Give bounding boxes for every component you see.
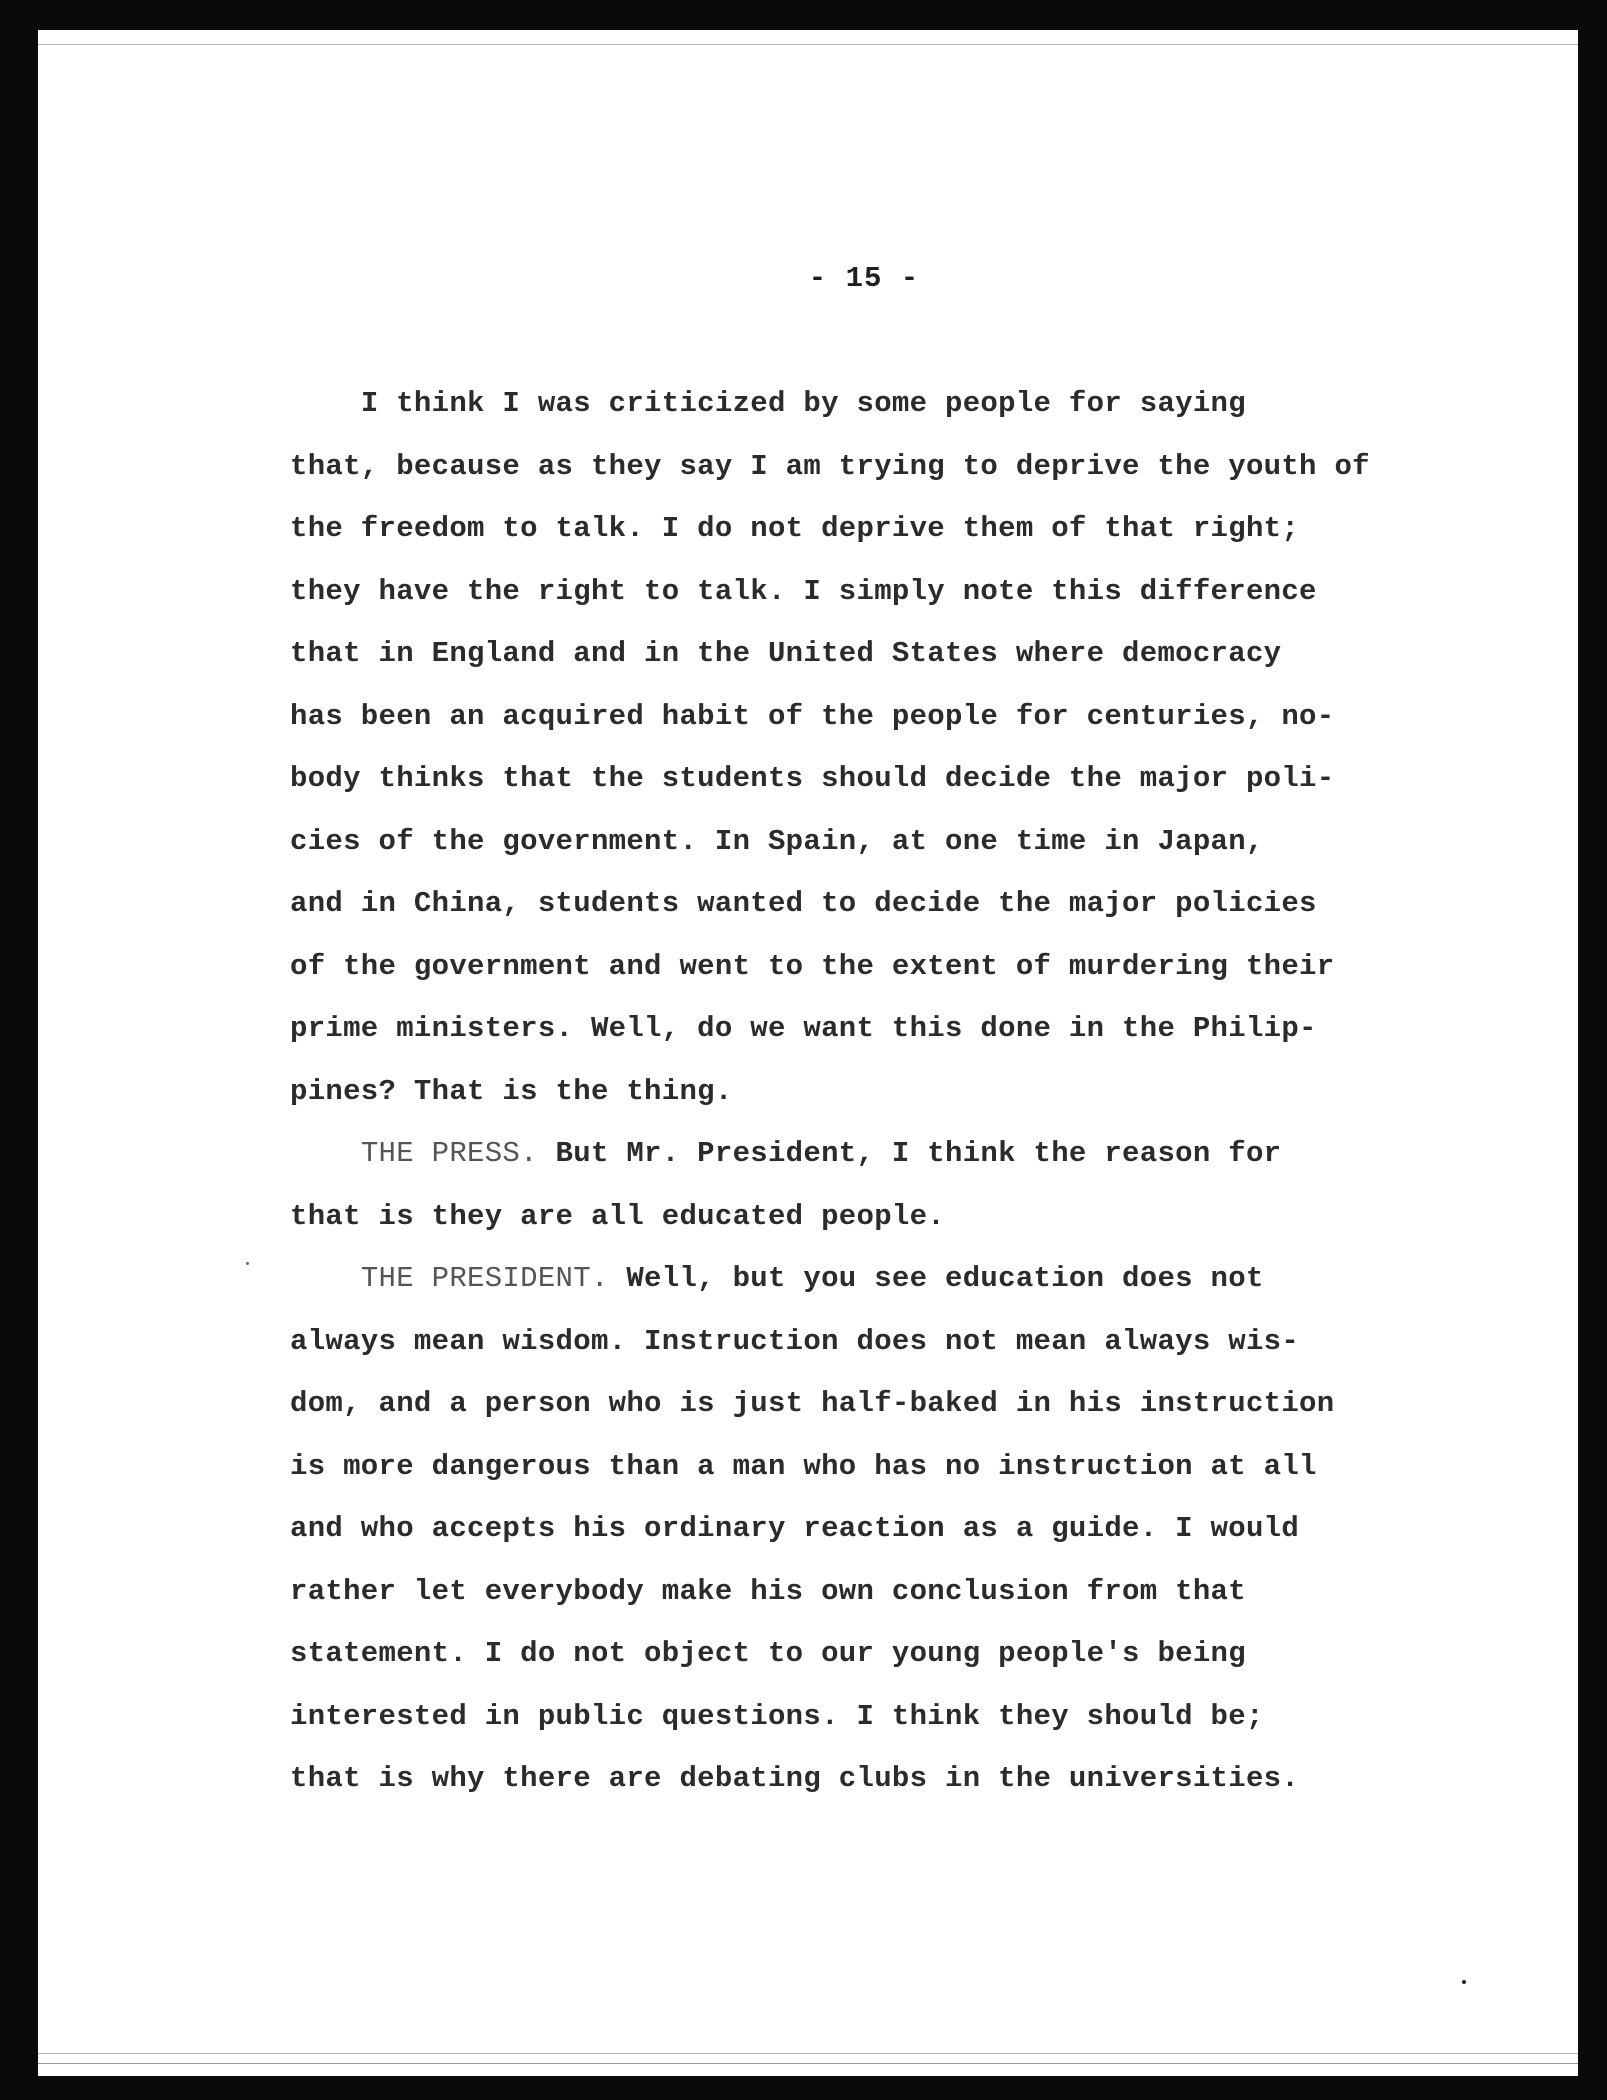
speaker-label: THE PRESS. bbox=[360, 1137, 538, 1170]
text-line bbox=[290, 1186, 1530, 1249]
line-text: statement. I do not object to our young people's being bbox=[290, 1637, 1246, 1670]
line-text: is more dangerous than a man who has no instruction at all bbox=[290, 1449, 1317, 1483]
transcript-body bbox=[290, 373, 1530, 1811]
line-text: that, because as they say I am trying to deprive the youth of bbox=[290, 449, 1370, 483]
text-line bbox=[290, 1561, 1530, 1624]
page-bottom-edge bbox=[38, 2053, 1578, 2054]
page-number: - 15 - bbox=[808, 262, 920, 295]
line-text: and in China, students wanted to decide the major policies bbox=[290, 887, 1317, 920]
text-line bbox=[290, 1061, 1530, 1124]
text-line bbox=[290, 1373, 1530, 1436]
text-line bbox=[290, 1248, 1530, 1311]
line-text: rather let everybody make his own conclusion from that bbox=[290, 1574, 1246, 1608]
line-text: the freedom to talk. I do not deprive them of that right; bbox=[290, 512, 1300, 545]
text-line bbox=[290, 623, 1530, 686]
line-text: always mean wisdom. Instruction does not mean always wis- bbox=[290, 1324, 1300, 1358]
text-line bbox=[290, 561, 1530, 624]
text-line bbox=[290, 1436, 1530, 1499]
line-text: and who accepts his ordinary reaction as a guide. I would bbox=[290, 1512, 1300, 1545]
line-text: body thinks that the students should decide the major poli- bbox=[290, 762, 1335, 795]
text-line bbox=[290, 498, 1530, 561]
text-line bbox=[290, 1123, 1530, 1186]
line-text: of the government and went to the extent of murdering their bbox=[290, 949, 1335, 983]
line-text: Well, but you see education does not bbox=[608, 1262, 1264, 1295]
text-line bbox=[290, 373, 1530, 436]
text-line bbox=[290, 748, 1530, 811]
line-text: that is why there are debating clubs in the universities. bbox=[290, 1762, 1300, 1795]
line-text: dom, and a person who is just half-baked in his instruction bbox=[290, 1387, 1335, 1420]
text-line bbox=[290, 936, 1530, 999]
text-line bbox=[290, 686, 1530, 749]
page-bottom-edge-2 bbox=[38, 2063, 1578, 2064]
typewritten-page bbox=[38, 30, 1578, 2076]
text-line bbox=[290, 1498, 1530, 1561]
line-text: that is they are all educated people. bbox=[290, 1199, 946, 1233]
line-text: they have the right to talk. I simply note this difference bbox=[290, 574, 1317, 608]
line-text: prime ministers. Well, do we want this done in the Philip- bbox=[290, 1012, 1317, 1045]
text-line bbox=[290, 998, 1530, 1061]
text-line bbox=[290, 1311, 1530, 1374]
text-line bbox=[290, 873, 1530, 936]
text-line bbox=[290, 436, 1530, 499]
page-top-edge bbox=[38, 44, 1578, 45]
line-text: has been an acquired habit of the people for centuries, no- bbox=[290, 699, 1335, 733]
text-line bbox=[290, 811, 1530, 874]
text-line bbox=[290, 1623, 1530, 1686]
line-text: interested in public questions. I think they should be; bbox=[290, 1699, 1264, 1733]
line-text: that in England and in the United States where democracy bbox=[290, 637, 1282, 670]
line-text: pines? That is the thing. bbox=[290, 1074, 733, 1108]
text-line bbox=[290, 1748, 1530, 1811]
line-text: cies of the government. In Spain, at one time in Japan, bbox=[290, 824, 1264, 858]
paragraph-indent bbox=[290, 1137, 361, 1170]
text-line bbox=[290, 1686, 1530, 1749]
paragraph-indent bbox=[290, 387, 361, 420]
paragraph-indent bbox=[290, 1262, 361, 1295]
ink-speck bbox=[1462, 1980, 1466, 1984]
speaker-label: THE PRESIDENT. bbox=[360, 1262, 609, 1295]
line-text: But Mr. President, I think the reason for bbox=[537, 1137, 1282, 1170]
ink-speck bbox=[246, 1262, 249, 1265]
line-text: I think I was criticized by some people for saying bbox=[360, 387, 1246, 420]
